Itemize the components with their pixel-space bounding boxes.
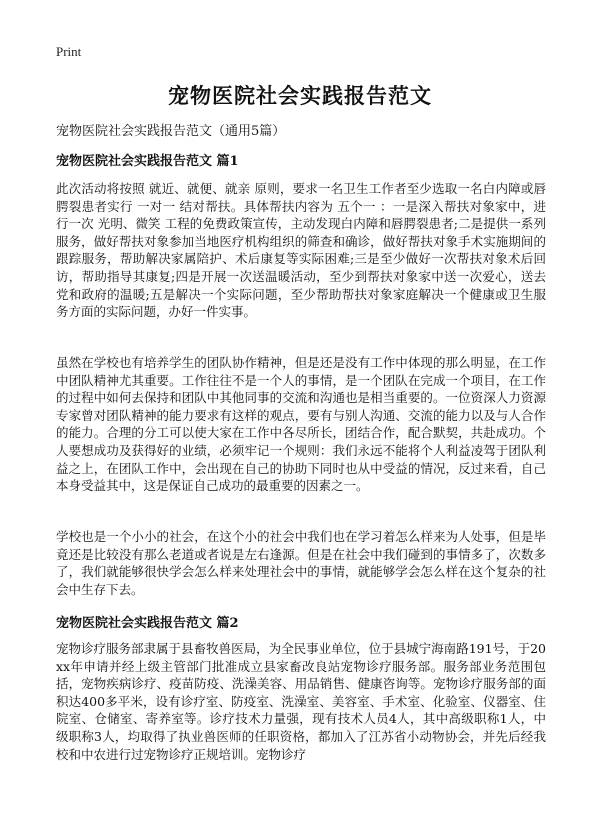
- section-heading-2: 宠物医院社会实践报告范文 篇2: [56, 616, 239, 631]
- paragraph-1-1: 此次活动将按照 就近、就便、就亲 原则，要求一名卫生工作者至少选取一名白内障或唇腭裂患者实行 一对一 结对帮扶。具体帮扶内容为 五个一 ：一是深入帮扶对象家中，进行一次 光明、微笑 工程的免费政策宣传，主动发现白内障和唇腭裂患者;二是提供一系列服务，做好帮扶对象参加当地医疗机构组织的筛查和确诊，做好帮扶对象手术实施期间的跟踪服务，帮助解决家属陪护、术后康复等实际困难;三是至少做好一次帮扶对象术后回访，帮助指导其康复;四是开展一次送温暖活动，至少到帮扶对象家中送一次爱心，送去党和政府的温暖;五是解决一个实际问题，至少帮助帮扶对象家庭解决一个健康或卫生服务方面的实际问题，办好一件实事。: [56, 181, 546, 320]
- print-link[interactable]: Print: [56, 44, 82, 59]
- paragraph-1-2: 虽然在学校也有培养学生的团队协作精神，但是还是没有工作中体现的那么明显，在工作中团队精神尤其重要。工作往往不是一个人的事情，是一个团队在完成一个项目，在工作的过程中如何去保持和团队中其他同事的交流和沟通也是相当重要的。一位资深人力资源专家曾对团队精神的能力要求有这样的观点，要有与别人沟通、交流的能力以及与人合作的能力。合理的分工可以使大家在工作中各尽所长，团结合作，配合默契，共赴成功。个人要想成功及获得好的业绩，必须牢记一个规则：我们永远不能将个人利益凌驾于团队利益之上，在团队工作中，会出现在自己的协助下同时也从中受益的情况，反过来看，自己本身受益其中，这是保证自己成功的最重要的因素之一。: [56, 355, 546, 494]
- section-heading-1: 宠物医院社会实践报告范文 篇1: [56, 154, 239, 169]
- page-title: 宠物医院社会实践报告范文: [168, 83, 432, 108]
- page-subtitle: 宠物医院社会实践报告范文（通用5篇）: [56, 124, 286, 139]
- paragraph-2-1: 宠物诊疗服务部隶属于县畜牧兽医局，为全民事业单位，位于县城宁海南路191号，于20xx年申请并经上级主管部门批准成立县家畜改良站宠物诊疗服务部。服务部业务范围包括，宠物疾病诊疗、疫苗防疫、洗澡美容、用品销售、健康咨询等。宠物诊疗服务部的面积达400多平米，设有诊疗室、防疫室、洗澡室、美容室、手术室、化验室、仪器室、住院室、仓储室、寄养室等。诊疗技术力量强，现有技术人员4人，其中高级职称1人，中级职称3人，均取得了执业兽医师的任职资格，都加入了江苏省小动物协会，并先后经我校和中农进行过宠物诊疗正规培训。宠物诊疗: [56, 641, 546, 762]
- paragraph-1-3: 学校也是一个小小的社会，在这个小的社会中我们也在学习着怎么样来为人处事，但是毕竟还是比较没有那么老道或者说是左右逢源。但是在社会中我们碰到的事情多了，次数多了，我们就能够很快学会怎么样来处理社会中的事情，就能够学会怎么样在这个复杂的社会中生存下去。: [56, 529, 546, 597]
